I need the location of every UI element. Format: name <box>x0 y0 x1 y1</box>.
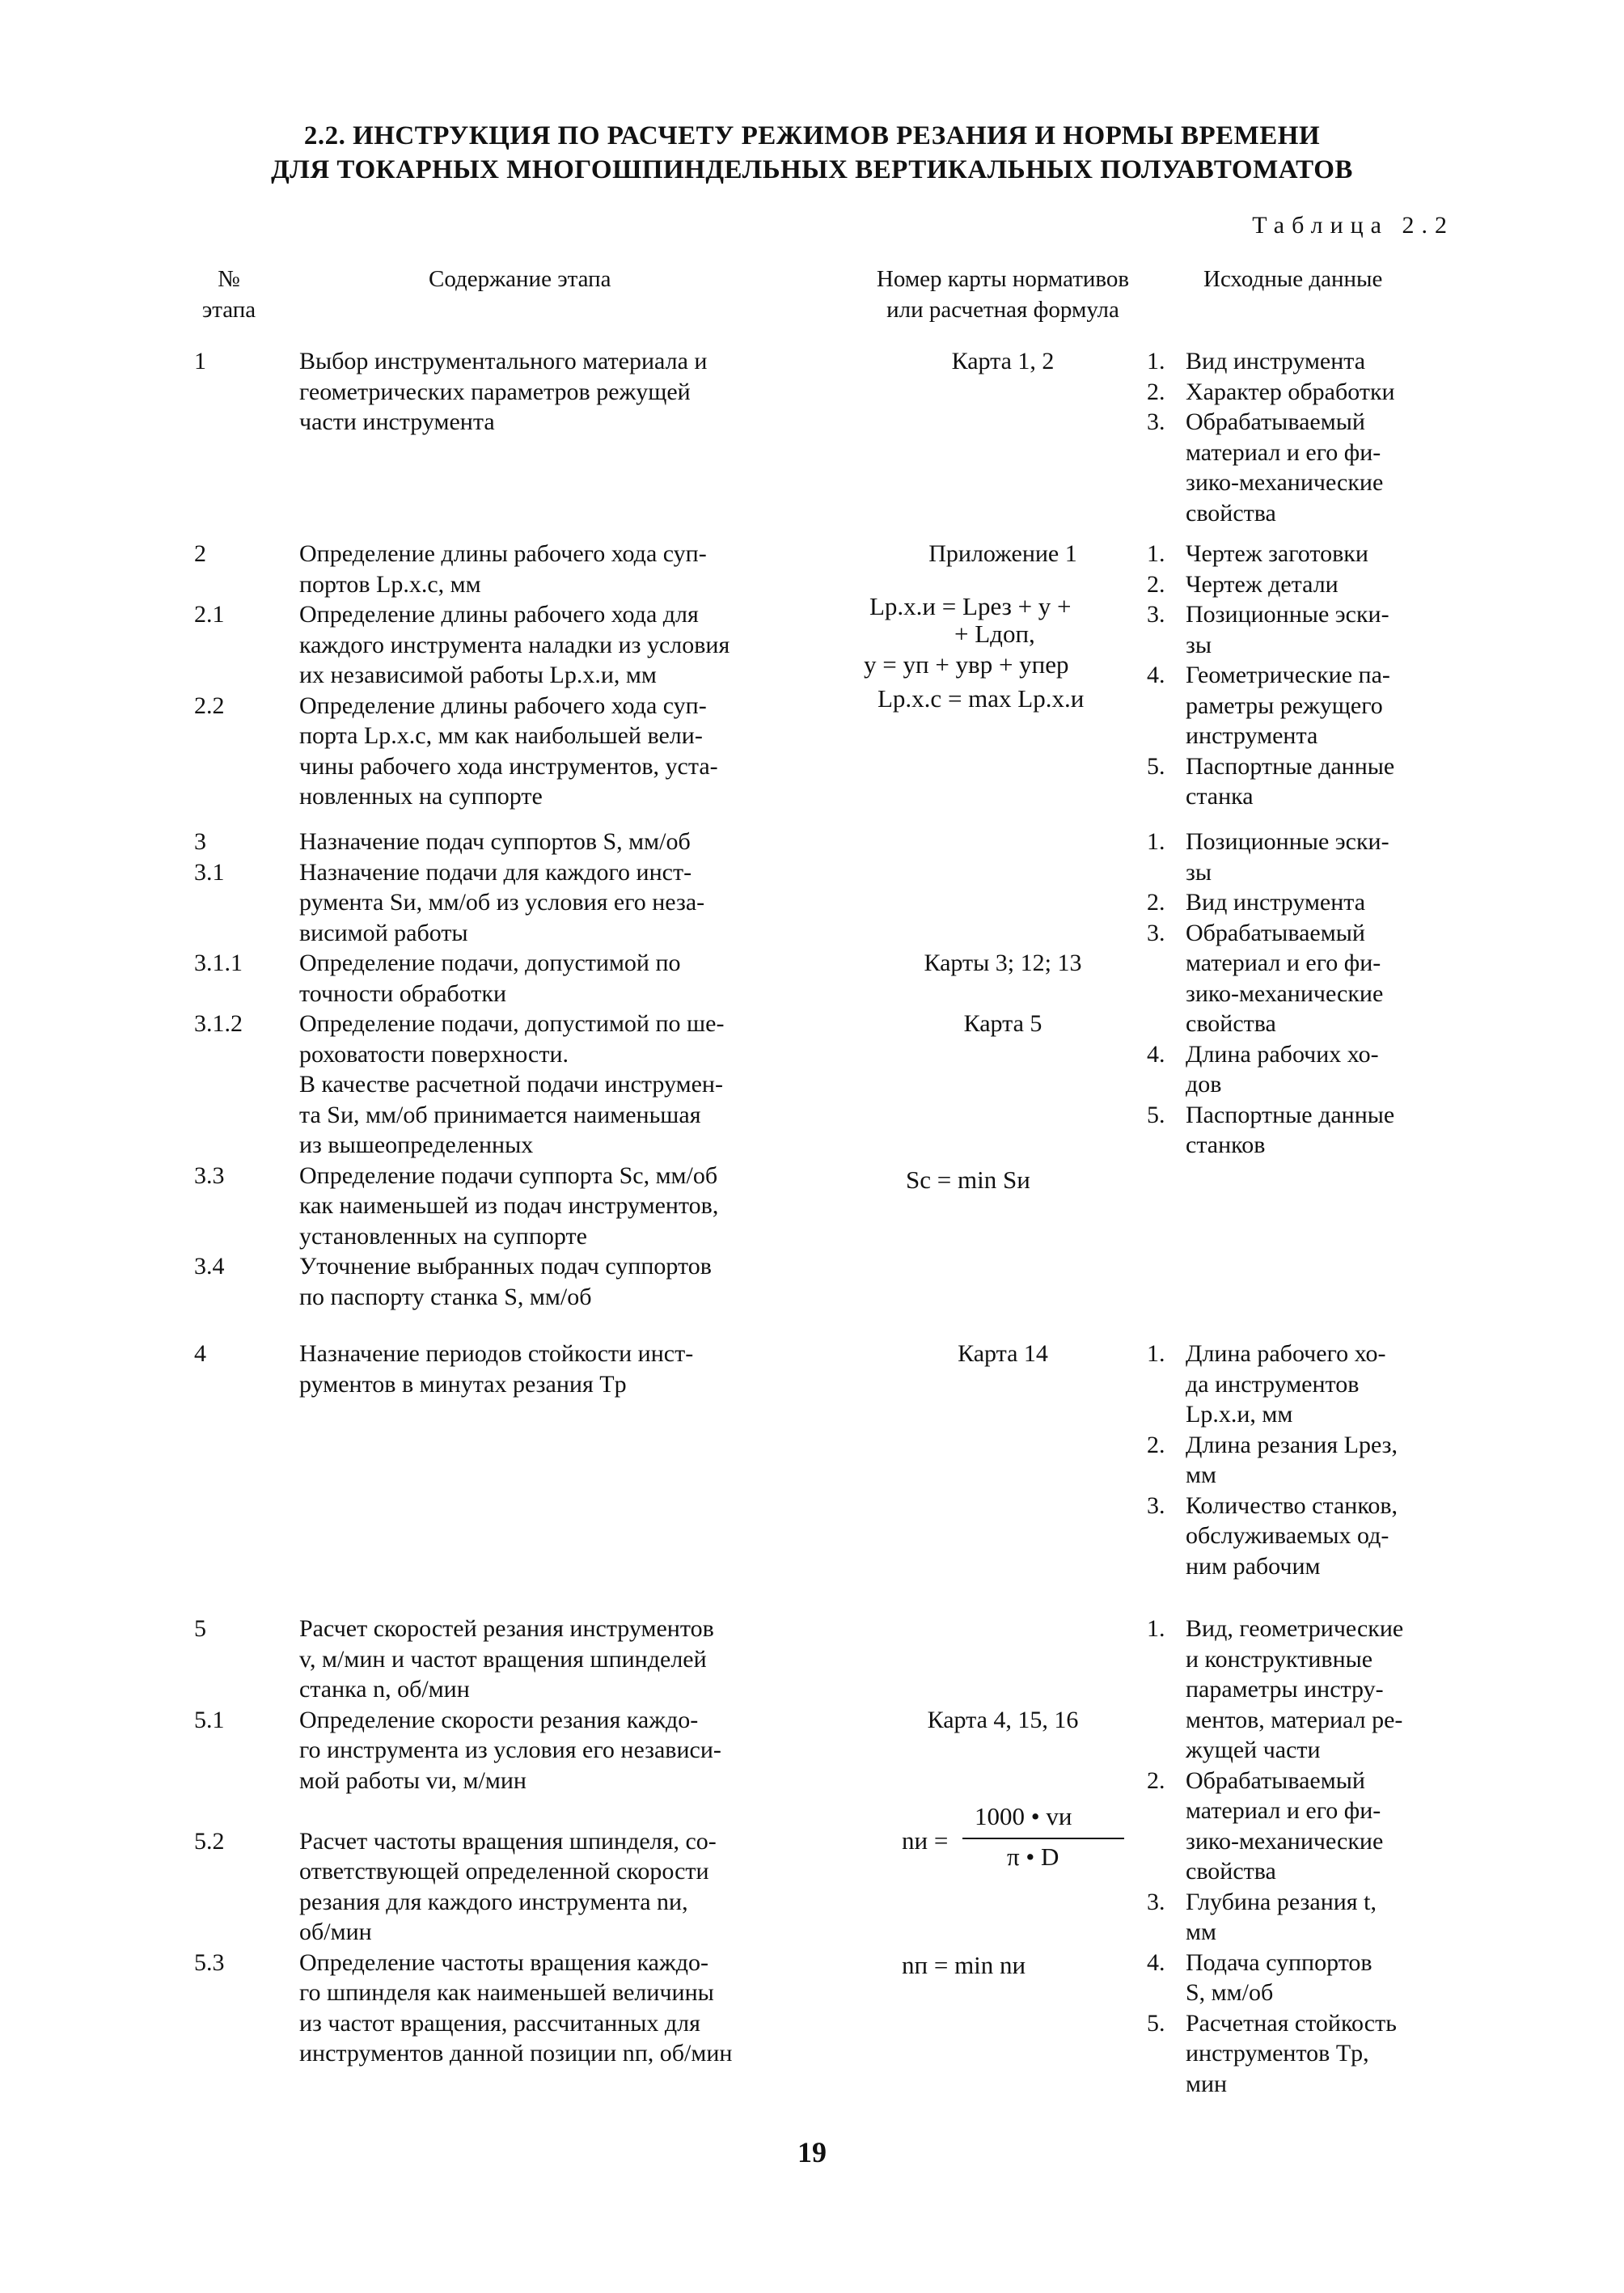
input-item-text: Подача суппортов <box>1186 1948 1372 1976</box>
stage-number: 5.1 <box>194 1706 225 1733</box>
input-item-text: Позиционные эски- <box>1186 828 1389 855</box>
stage-number: 2.1 <box>194 601 225 628</box>
stage-number: 5 <box>194 1615 206 1642</box>
input-item-text: мм <box>1186 1462 1216 1488</box>
input-item-text: зы <box>1186 858 1212 886</box>
stage-text-line: Назначение подачи для каждого инст- <box>299 858 692 886</box>
stage-text-line: резания для каждого инструмента nи, <box>299 1888 688 1915</box>
table-label: Таблица 2.2 <box>1252 212 1454 239</box>
input-item-number: 5. <box>1147 752 1165 780</box>
input-item-number: 5. <box>1147 1101 1165 1128</box>
stage-text-line: Выбор инструментального материала и <box>299 348 708 374</box>
stage-text-line: та Sи, мм/об принимается наименьшая <box>299 1101 701 1128</box>
input-item-text: Глубина резания t, <box>1186 1888 1377 1915</box>
stage-text-line: точности обработки <box>299 979 506 1007</box>
header-input-data: Исходные данные <box>1203 266 1383 292</box>
section-title-line2: ДЛЯ ТОКАРНЫХ МНОГОШПИНДЕЛЬНЫХ ВЕРТИКАЛЬНЫХ ПОЛУАВТОМАТОВ <box>271 155 1353 184</box>
stage-text-line: мой работы vи, м/мин <box>299 1766 527 1794</box>
stage-text-line: об/мин <box>299 1919 372 1945</box>
input-item-number: 2. <box>1147 889 1165 916</box>
input-item-text: ним рабочим <box>1186 1552 1321 1580</box>
card-reference: Карты 3; 12; 13 <box>924 950 1082 976</box>
card-reference: Карта 1, 2 <box>951 348 1055 374</box>
formula-lhs: nи = <box>902 1826 949 1855</box>
stage-text-line: роховатости поверхности. <box>299 1040 569 1068</box>
input-item-text: Длина рабочего хо- <box>1186 1340 1386 1367</box>
stage-text-line: из вышеопределенных <box>299 1132 534 1158</box>
input-item-number: 2. <box>1147 378 1165 405</box>
input-item-text: мин <box>1186 2070 1228 2097</box>
input-item-text: Обрабатываемый <box>1186 408 1365 435</box>
formula-spindle-speed <box>902 1802 1144 1875</box>
header-stage-content: Содержание этапа <box>429 266 611 292</box>
stage-text-line: портов Lр.х.с, мм <box>299 570 481 598</box>
stage-number: 3 <box>194 828 206 855</box>
stage-text-line: го шпинделя как наименьшей величины <box>299 1979 714 2006</box>
stage-text-line: Уточнение выбранных подач суппортов <box>299 1253 712 1280</box>
page-number: 19 <box>797 2136 827 2168</box>
formula-working-stroke: Lр.х.и = Lрез + y + <box>869 592 1072 620</box>
input-item-number: 4. <box>1147 1948 1165 1976</box>
stage-text-line: порта Lр.х.с, мм как наибольшей вели- <box>299 722 703 749</box>
input-item-text: материал и его фи- <box>1186 438 1381 466</box>
input-item-text: Позиционные эски- <box>1186 601 1389 628</box>
stage-text-line: Определение подачи, допустимой по ше- <box>299 1010 725 1037</box>
header-card-number: Номер карты нормативов или расчетная формула <box>876 266 1130 323</box>
stage-text-line: части инструмента <box>299 408 495 435</box>
formula-support-feed: Sс = min Sи <box>906 1165 1030 1194</box>
input-item-text: Чертеж заготовки <box>1186 540 1368 567</box>
formula-working-stroke-cont: + Lдоп, <box>954 620 1035 648</box>
input-item-text: и конструктивные <box>1186 1645 1373 1673</box>
stage-number: 3.1.1 <box>194 950 243 976</box>
stage-text-line: станка n, об/мин <box>299 1676 470 1703</box>
stage-text-line: каждого инструмента наладки из условия <box>299 631 730 658</box>
card-reference: Карта 14 <box>958 1340 1048 1367</box>
input-item-text: Паспортные данные <box>1186 1101 1395 1128</box>
input-item-text: свойства <box>1186 1010 1276 1037</box>
stage-text-line: Назначение подач суппортов S, мм/об <box>299 828 691 855</box>
input-item-text: Длина резания Lрез, <box>1186 1431 1398 1458</box>
stage-text-line: рументов в минутах резания Tр <box>299 1370 627 1398</box>
stage-number: 5.2 <box>194 1827 225 1855</box>
input-item-number: 2. <box>1147 1766 1165 1794</box>
stage-number: 2 <box>194 540 206 567</box>
stage-text-line: Определение длины рабочего хода для <box>299 601 699 628</box>
stage-number: 2.2 <box>194 692 225 719</box>
fraction-bar <box>962 1838 1124 1839</box>
stage-text-line: Определение подачи суппорта Sс, мм/об <box>299 1161 718 1189</box>
stage-text-line: чины рабочего хода инструментов, уста- <box>299 752 718 780</box>
formula-denominator: π • D <box>1007 1842 1059 1871</box>
stage-text-line: установленных на суппорте <box>299 1222 587 1250</box>
input-item-text: станка <box>1186 783 1254 810</box>
stage-text-line: v, м/мин и частот вращения шпинделей <box>299 1645 707 1673</box>
input-item-number: 2. <box>1147 570 1165 598</box>
card-reference: Карта 5 <box>963 1010 1042 1037</box>
input-item-text: Вид, геометрические <box>1186 1615 1404 1642</box>
stage-number: 3.1.2 <box>194 1010 243 1037</box>
input-item-text: раметры режущего <box>1186 692 1383 719</box>
formula-numerator: 1000 • vи <box>975 1801 1072 1830</box>
stage-text-line: новленных на суппорте <box>299 783 543 810</box>
card-reference: Приложение 1 <box>928 540 1077 567</box>
input-item-text: зы <box>1186 631 1212 658</box>
stage-text-line: висимой работы <box>299 919 468 946</box>
stage-text-line: инструментов данной позиции nп, об/мин <box>299 2040 733 2067</box>
input-item-text: Lр.х.и, мм <box>1186 1401 1293 1428</box>
input-item-number: 1. <box>1147 1340 1165 1367</box>
card-reference: Карта 4, 15, 16 <box>927 1706 1079 1733</box>
input-item-text: станков <box>1186 1132 1266 1158</box>
stage-number: 3.1 <box>194 858 225 886</box>
input-item-number: 5. <box>1147 2009 1165 2037</box>
input-item-text: Длина рабочих хо- <box>1186 1040 1379 1068</box>
input-item-text: материал и его фи- <box>1186 950 1381 976</box>
stage-text-line: по паспорту станка S, мм/об <box>299 1283 592 1310</box>
input-item-text: Расчетная стойкость <box>1186 2009 1397 2037</box>
stage-text-line: геометрических параметров режущей <box>299 378 691 405</box>
input-item-text: Чертеж детали <box>1186 570 1339 598</box>
input-item-number: 1. <box>1147 828 1165 855</box>
stage-text-line: Назначение периодов стойкости инст- <box>299 1340 694 1367</box>
input-item-text: мм <box>1186 1919 1216 1945</box>
stage-text-line: Определение подачи, допустимой по <box>299 950 681 976</box>
stage-text-line: как наименьшей из подач инструментов, <box>299 1192 719 1219</box>
input-item-text: зико-механические <box>1186 1827 1384 1855</box>
input-item-number: 2. <box>1147 1431 1165 1458</box>
stage-text-line: Определение частоты вращения каждо- <box>299 1948 708 1976</box>
stage-text-line: их независимой работы Lр.х.и, мм <box>299 662 657 688</box>
input-item-number: 3. <box>1147 601 1165 628</box>
stage-text-line: го инструмента из условия его независи- <box>299 1737 721 1763</box>
input-item-number: 4. <box>1147 1040 1165 1068</box>
input-item-text: инструмента <box>1186 722 1318 749</box>
stage-number: 1 <box>194 348 206 374</box>
input-item-number: 3. <box>1147 1491 1165 1519</box>
stage-text-line: Расчет частоты вращения шпинделя, со- <box>299 1827 717 1855</box>
stage-text-line: румента Sи, мм/об из условия его неза- <box>299 889 705 916</box>
input-item-number: 4. <box>1147 662 1165 688</box>
input-item-number: 3. <box>1147 919 1165 946</box>
input-item-text: Вид инструмента <box>1186 889 1366 916</box>
stage-text-line: В качестве расчетной подачи инструмен- <box>299 1071 723 1098</box>
input-item-number: 3. <box>1147 408 1165 435</box>
header-stage-number: № этапа <box>201 266 256 323</box>
input-item-text: Количество станков, <box>1186 1491 1398 1519</box>
input-item-number: 3. <box>1147 1888 1165 1915</box>
input-item-number: 1. <box>1147 348 1165 374</box>
input-item-text: жущей части <box>1186 1737 1321 1763</box>
formula-min-speed: nп = min nи <box>902 1950 1026 1979</box>
stage-number: 4 <box>194 1340 206 1367</box>
input-item-text: обслуживаемых од- <box>1186 1522 1389 1549</box>
input-item-text: Обрабатываемый <box>1186 919 1365 946</box>
stage-text-line: Расчет скоростей резания инструментов <box>299 1615 714 1642</box>
input-item-text: S, мм/об <box>1186 1979 1274 2006</box>
input-item-text: ментов, материал ре- <box>1186 1706 1403 1733</box>
input-item-text: Характер обработки <box>1186 378 1395 405</box>
input-item-text: Геометрические па- <box>1186 662 1390 688</box>
input-item-text: зико-механические <box>1186 469 1384 496</box>
stage-text-line: Определение скорости резания каждо- <box>299 1706 699 1733</box>
input-item-text: Вид инструмента <box>1186 348 1366 374</box>
formula-max-stroke: Lр.х.с = max Lр.х.и <box>878 684 1085 713</box>
stage-text-line: Определение длины рабочего хода суп- <box>299 540 707 567</box>
input-item-text: свойства <box>1186 1858 1276 1885</box>
input-item-text: Паспортные данные <box>1186 752 1395 780</box>
input-item-text: дов <box>1186 1071 1222 1098</box>
input-item-text: свойства <box>1186 499 1276 527</box>
input-item-text: инструментов Tр, <box>1186 2040 1369 2067</box>
formula-overrun: y = yп + yвр + yпер <box>864 650 1069 679</box>
stage-text-line: Определение длины рабочего хода суп- <box>299 692 707 719</box>
input-item-number: 1. <box>1147 540 1165 567</box>
section-title-line1: 2.2. ИНСТРУКЦИЯ ПО РАСЧЕТУ РЕЖИМОВ РЕЗАНИЯ И НОРМЫ ВРЕМЕНИ <box>303 121 1321 150</box>
input-item-text: зико-механические <box>1186 979 1384 1007</box>
stage-number: 5.3 <box>194 1948 225 1976</box>
stage-text-line: ответствующей определенной скорости <box>299 1858 709 1885</box>
stage-number: 3.3 <box>194 1161 225 1189</box>
stage-text-line: из частот вращения, рассчитанных для <box>299 2009 700 2037</box>
input-item-number: 1. <box>1147 1615 1165 1642</box>
input-item-text: параметры инстру- <box>1186 1676 1384 1703</box>
stage-number: 3.4 <box>194 1253 225 1280</box>
input-item-text: да инструментов <box>1186 1370 1360 1398</box>
input-item-text: материал и его фи- <box>1186 1797 1381 1824</box>
input-item-text: Обрабатываемый <box>1186 1766 1365 1794</box>
